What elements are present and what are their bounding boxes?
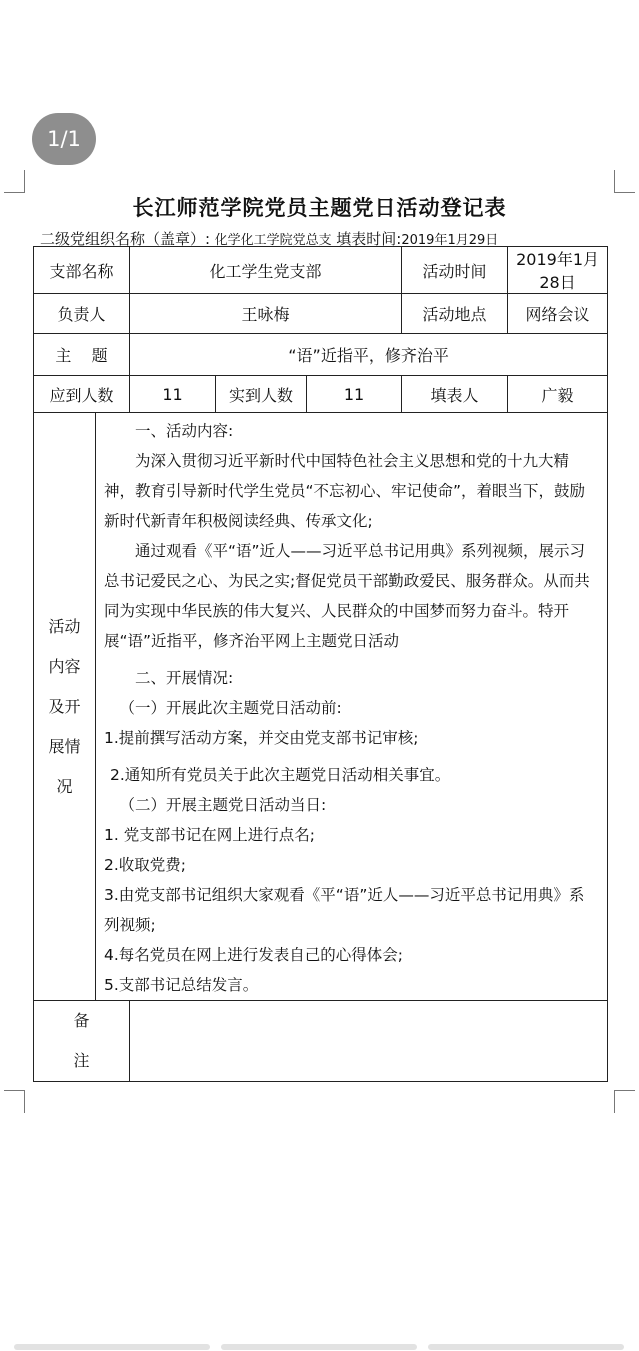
form-row-leader [34, 294, 608, 334]
place-value-cell: 网络会议 [508, 294, 608, 334]
crop-mark-bottom-right [614, 1090, 635, 1113]
place-label-cell: 活动地点 [402, 294, 508, 334]
page-indicator-badge: 1/1 [32, 113, 96, 165]
section-2-title: 二、开展情况: [135, 669, 234, 687]
filler-value-cell: 广毅 [508, 376, 608, 413]
content-label-line: 活动 [48, 616, 81, 636]
content-label-line: 及开 [48, 696, 81, 716]
crop-mark-top-left [4, 170, 25, 193]
content-paragraph-1: 为深入贯彻习近平新时代中国特色社会主义思想和党的十九大精神，教育引导新时代学生党员“不忘初心、牢记使命”，着眼当下，鼓励新时代新青年积极阅读经典、传承文化; [104, 452, 586, 530]
theme-value-cell: “语”近指平，修齐治平 [130, 334, 608, 376]
content-block [104, 416, 597, 1000]
leader-label-cell: 负责人 [34, 294, 130, 334]
theme-label-cell: 主 题 [34, 334, 130, 376]
time-value-cell: 2019年1月28日 [508, 247, 608, 294]
branch-label-cell: 支部名称 [34, 247, 130, 294]
subsection-1-title: （一）开展此次主题党日活动前: [119, 699, 342, 717]
org-value: 化学化工学院党总支 [214, 233, 332, 248]
section-1-title: 一、活动内容: [135, 422, 234, 440]
document-title: 长江师范学院党员主题党日活动登记表 [132, 196, 507, 220]
subsection-2-item: 4.每名党员在网上进行发表自己的心得体会; [104, 946, 404, 964]
form-row-theme [34, 334, 608, 376]
fill-time-value: 2019年1月29日 [401, 233, 499, 248]
content-paragraph-2: 通过观看《平“语”近人——习近平总书记用典》系列视频，展示习总书记爱民之心、为民之实;督促党员干部勤政爱民、服务群众。从而共同为实现中华民族的伟大复兴、人民群众的中国梦而努力奋斗。特开展“语”近指平，修齐治平网上主题党日活动 [104, 542, 590, 650]
note-label-line: 备 [73, 1011, 90, 1030]
actual-count-label-cell: 实到人数 [216, 376, 307, 413]
expected-count-label-cell: 应到人数 [34, 376, 130, 413]
branch-value-cell: 化工学生党支部 [130, 247, 402, 294]
form-row-branch [34, 247, 608, 294]
subsection-2-item: 1. 党支部书记在网上进行点名; [104, 826, 315, 844]
filler-label-cell: 填表人 [402, 376, 508, 413]
toolbar-segment [14, 1344, 210, 1350]
subsection-2-title: （二）开展主题党日活动当日: [119, 796, 327, 814]
bottom-toolbar-edge [0, 1344, 639, 1350]
expected-count-value-cell: 11 [130, 376, 216, 413]
crop-mark-bottom-left [4, 1090, 25, 1113]
subsection-2-item: 5.支部书记总结发言。 [104, 976, 259, 994]
registration-form-table [33, 246, 608, 1082]
actual-count-value-cell: 11 [307, 376, 402, 413]
form-row-counts [34, 376, 608, 413]
form-row-note [34, 1001, 608, 1082]
form-row-content [34, 413, 608, 1001]
content-label-line: 展情 [48, 736, 81, 756]
subsection-1-item: 2.通知所有党员关于此次主题党日活动相关事宜。 [110, 766, 451, 784]
content-label-line: 内容 [48, 656, 81, 676]
leader-value-cell: 王咏梅 [130, 294, 402, 334]
note-label-cell [34, 1001, 130, 1082]
crop-mark-top-right [614, 170, 635, 193]
time-label-cell: 活动时间 [402, 247, 508, 294]
org-label: 二级党组织名称（盖章）: [40, 230, 211, 248]
subsection-2-item: 3.由党支部书记组织大家观看《平“语”近人——习近平总书记用典》系列视频; [104, 886, 585, 934]
content-body-cell [96, 413, 608, 1001]
toolbar-segment [221, 1344, 417, 1350]
toolbar-segment [428, 1344, 624, 1350]
subsection-1-item: 1.提前撰写活动方案，并交由党支部书记审核; [104, 729, 419, 747]
content-label-line: 况 [56, 776, 73, 796]
fill-time-label: 填表时间: [336, 230, 402, 248]
note-value-cell [130, 1001, 608, 1082]
note-label-line: 注 [73, 1051, 90, 1070]
subsection-2-item: 2.收取党费; [104, 856, 187, 874]
content-label-cell [34, 413, 96, 1001]
